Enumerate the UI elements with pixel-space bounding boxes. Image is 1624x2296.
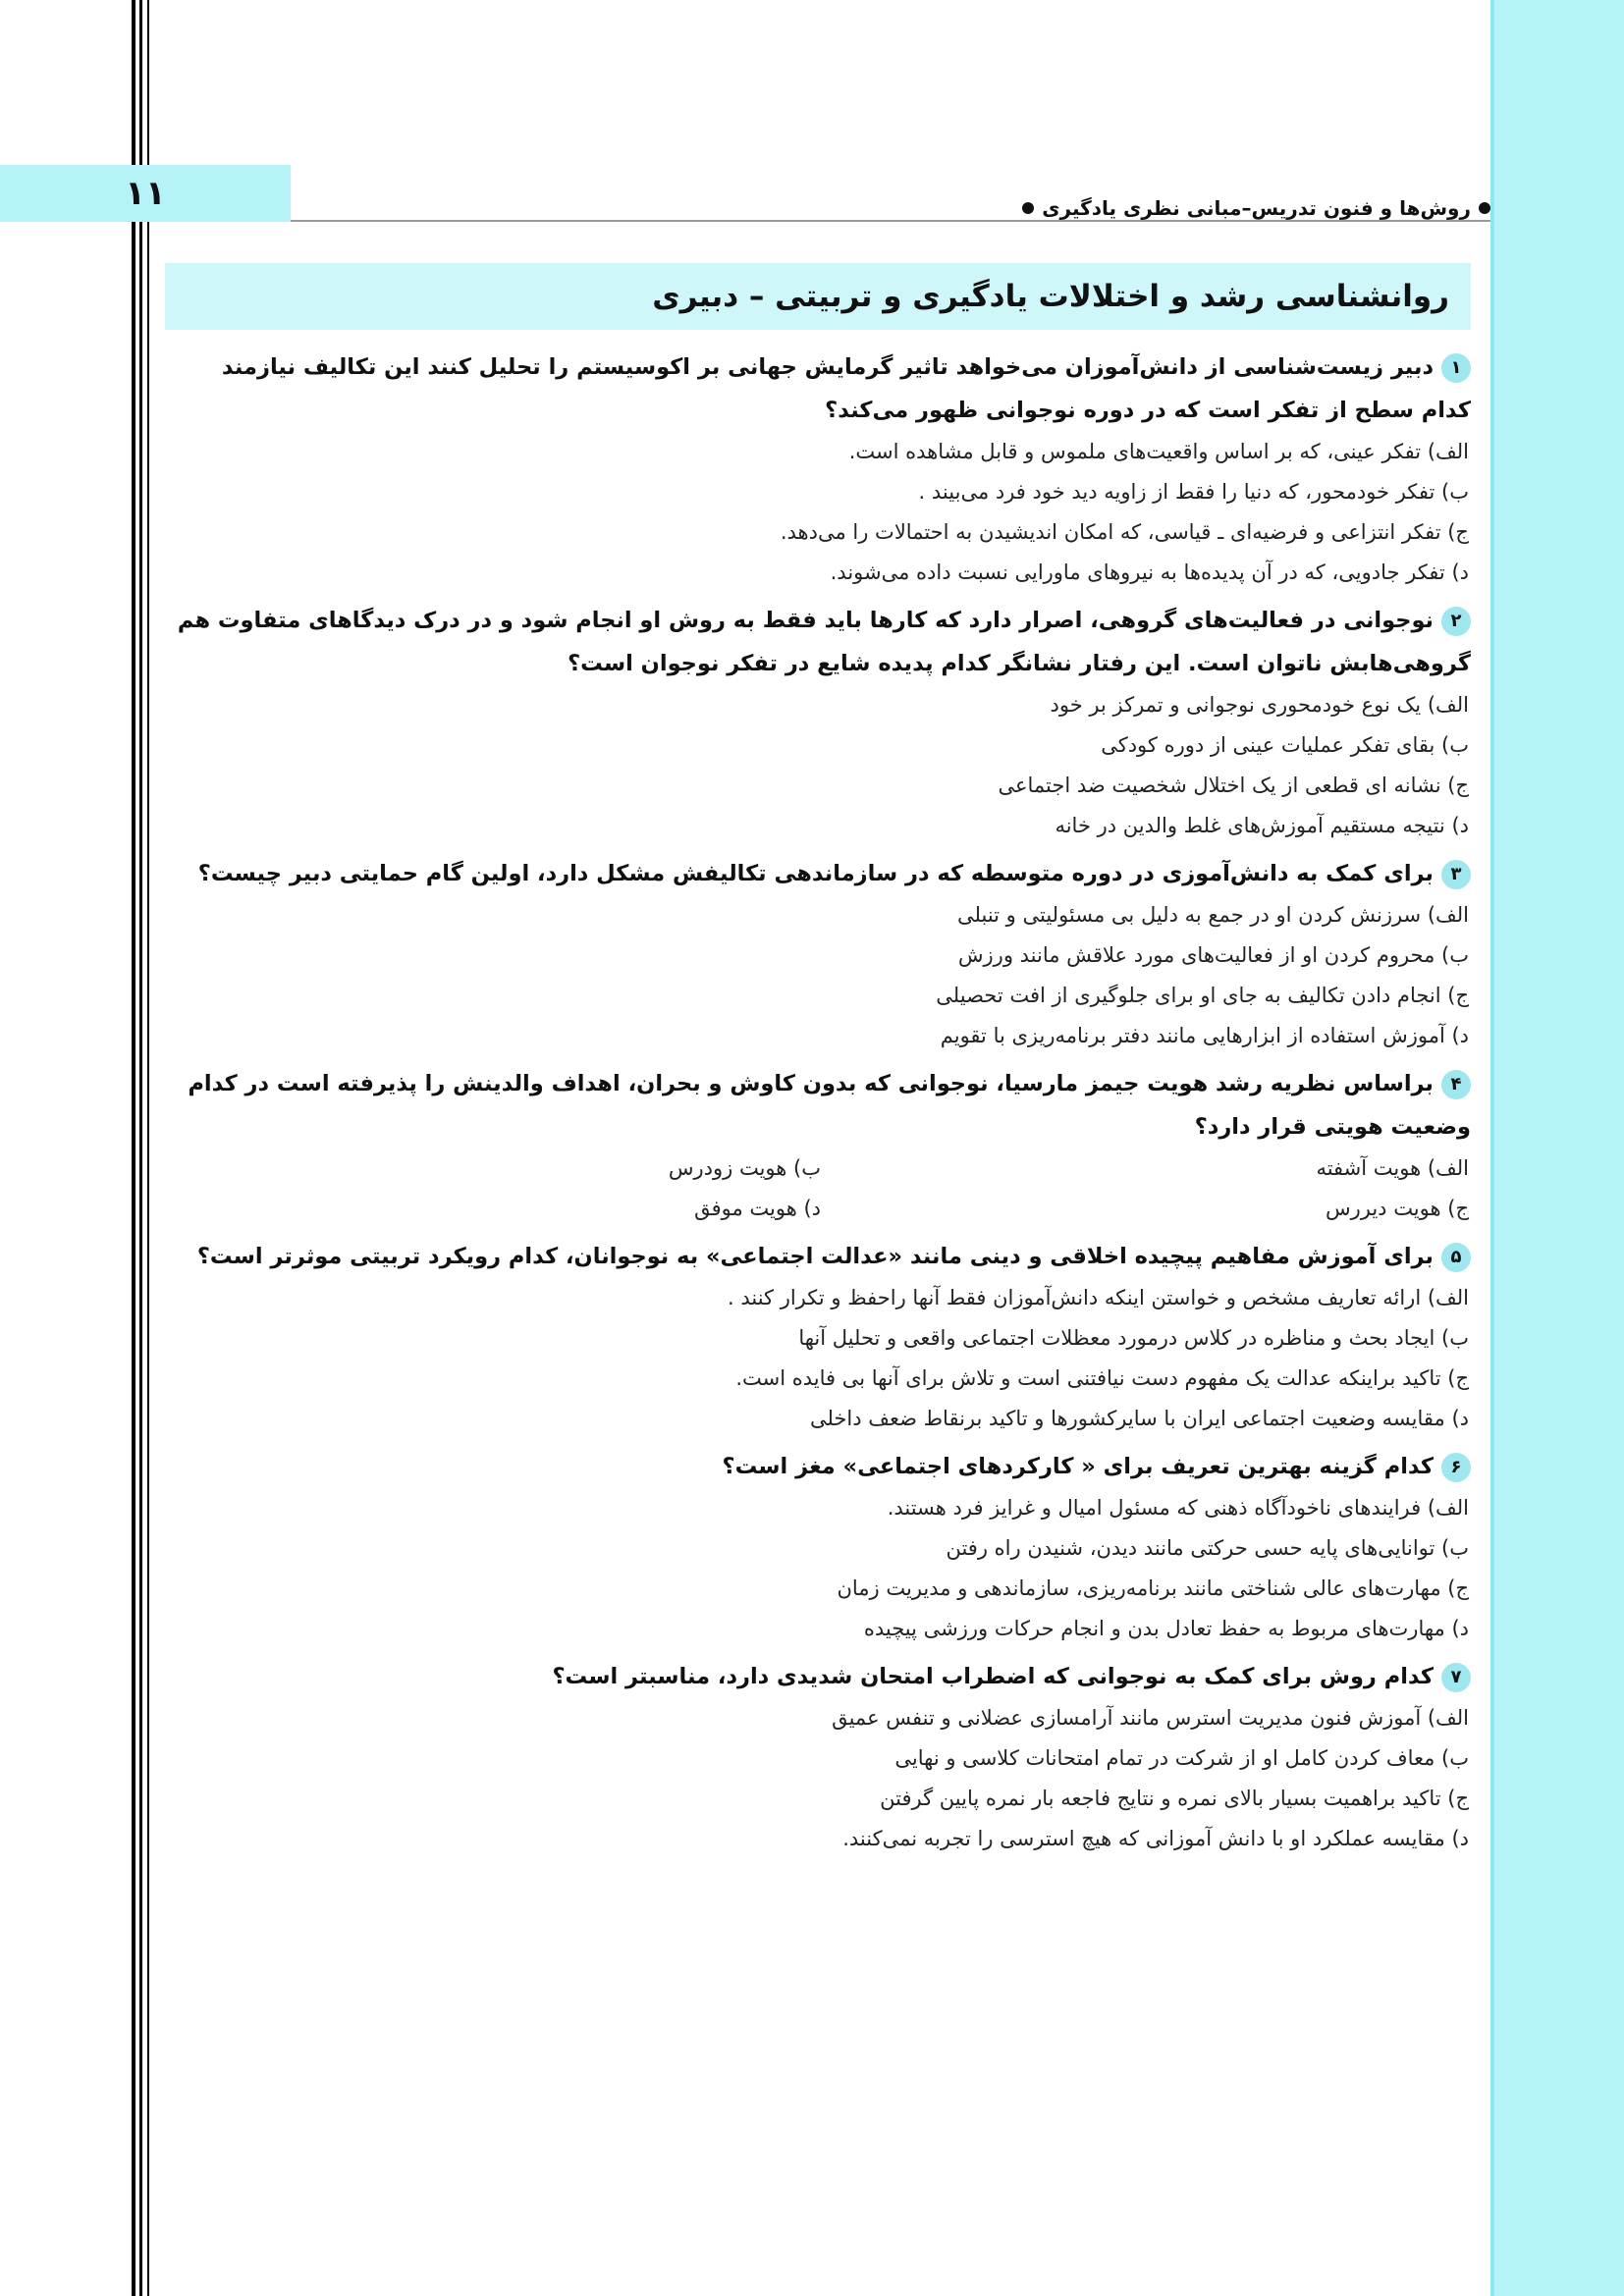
option-list: [165, 895, 1471, 1056]
page-number-tab: [0, 165, 291, 222]
option-dal: د) آموزش استفاده از ابزارهایی مانند دفتر برنامه‌ریزی با تقویم: [940, 1024, 1469, 1047]
option-alef: الف) یک نوع خودمحوری نوجوانی و تمرکز بر خود: [1050, 693, 1469, 717]
option-list: [165, 1698, 1471, 1859]
question-stem: [165, 1062, 1471, 1148]
option-be: ب) هویت زودرس: [668, 1156, 821, 1180]
option-be: ب) ایجاد بحث و مناظره در کلاس درمورد معظلات اجتماعی واقعی و تحلیل آنها: [798, 1326, 1469, 1350]
question-stem: [165, 852, 1471, 895]
section-title-box: [165, 263, 1471, 330]
option-dal: د) نتیجه مستقیم آموزش‌های غلط والدین در خانه: [1055, 814, 1469, 837]
question-text: دبیر زیست‌شناسی از دانش‌آموزان می‌خواهد تاثیر گرمایش جهانی بر اکوسیستم را تحلیل کنند این تکالیف نیازمند کدام سطح از تفکر است که در دوره نوجوانی ظهور می‌کند؟: [221, 354, 1471, 423]
question-number-badge: ۵: [1441, 1243, 1471, 1272]
option-list: [165, 1148, 1471, 1229]
question-6: [165, 1445, 1471, 1649]
question-7: [165, 1655, 1471, 1859]
option-be: ب) معاف کردن کامل او از شرکت در تمام امتحانات کلاسی و نهایی: [894, 1746, 1469, 1770]
question-5: [165, 1235, 1471, 1439]
option-be: ب) محروم کردن او از فعالیت‌های مورد علاقش مانند ورزش: [957, 943, 1469, 967]
question-number-badge: ۴: [1441, 1070, 1471, 1099]
option-jim: ج) نشانه ای قطعی از یک اختلال شخصیت ضد اجتماعی: [998, 774, 1469, 797]
question-stem: [165, 1655, 1471, 1698]
question-number-badge: ۷: [1441, 1663, 1471, 1692]
option-dal: د) مقایسه عملکرد او با دانش آموزانی که هیچ استرسی را تجربه نمی‌کنند.: [842, 1827, 1469, 1850]
option-jim: ج) تاکید براهمیت بسیار بالای نمره و نتایج فاجعه بار نمره پایین گرفتن: [880, 1787, 1469, 1810]
header-rule: [291, 220, 1490, 222]
question-text: برای کمک به دانش‌آموزی در دوره متوسطه که در سازماندهی تکالیفش مشکل دارد، اولین گام حمایتی دبیر چیست؟: [197, 861, 1434, 886]
option-list: [165, 685, 1471, 846]
right-margin-band: [1494, 0, 1624, 2296]
option-jim: ج) هویت دیررس: [1325, 1197, 1469, 1220]
option-jim: ج) تاکید براینکه عدالت یک مفهوم دست نیافتنی است و تلاش برای آنها بی فایده است.: [735, 1366, 1469, 1390]
page-title: روانشناسی رشد و اختلالات یادگیری و تربیتی – دبیری: [652, 279, 1449, 314]
question-text: کدام روش برای کمک به نوجوانی که اضطراب امتحان شدیدی دارد، مناسبتر است؟: [552, 1664, 1434, 1689]
option-be: ب) بقای تفکر عملیات عینی از دوره کودکی: [1101, 733, 1469, 757]
binding-line: [139, 0, 142, 2296]
running-header: [1022, 196, 1490, 220]
option-list: [165, 1488, 1471, 1649]
option-dal: د) مقایسه وضعیت اجتماعی ایران با سایرکشورها و تاکید برنقاط ضعف داخلی: [809, 1407, 1469, 1430]
option-alef: الف) ارائه تعاریف مشخص و خواستن اینکه دانش‌آموزان فقط آنها راحفظ و تکرار کنند .: [727, 1286, 1469, 1309]
option-jim: ج) مهارت‌های عالی شناختی مانند برنامه‌ریزی، سازماندهی و مدیریت زمان: [837, 1576, 1469, 1600]
question-number-badge: ۱: [1441, 353, 1471, 383]
question-stem: [165, 599, 1471, 685]
question-2: [165, 599, 1471, 846]
question-number-badge: ۳: [1441, 860, 1471, 889]
option-be: ب) توانایی‌های پایه حسی حرکتی مانند دیدن، شنیدن راه رفتن: [946, 1536, 1469, 1560]
option-dal: د) تفکر جادویی، که در آن پدیده‌ها به نیروهای ماورایی نسبت داده می‌شوند.: [830, 561, 1469, 584]
question-stem: [165, 346, 1471, 432]
page-number: ۱۱: [125, 174, 166, 213]
question-1: [165, 346, 1471, 593]
question-text: براساس نظریه رشد هویت جیمز مارسیا، نوجوانی که بدون کاوش و بحران، اهداف والدینش را پذیرفته است در کدام وضعیت هویتی قرار دارد؟: [188, 1071, 1471, 1140]
question-stem: [165, 1235, 1471, 1278]
option-alef: الف) هویت آشفته: [1316, 1156, 1469, 1180]
question-3: [165, 852, 1471, 1056]
binding-line: [147, 0, 149, 2296]
option-be: ب) تفکر خودمحور، که دنیا را فقط از زاویه دید خود فرد می‌بیند .: [918, 480, 1469, 504]
option-jim: ج) تفکر انتزاعی و فرضیه‌ای ـ قیاسی، که امکان اندیشیدن به احتمالات را می‌دهد.: [780, 520, 1469, 544]
option-list: [165, 432, 1471, 593]
question-list: [165, 346, 1471, 1865]
question-text: نوجوانی در فعالیت‌های گروهی، اصرار دارد که کارها باید فقط به روش او انجام شود و در درک دیدگاهای متفاوت هم گروهی‌هابش ناتوان است. این رفتار نشانگر کدام پدیده شایع در تفکر نوجوان است؟: [177, 608, 1471, 676]
bullet-icon: [1022, 202, 1034, 214]
option-alef: الف) تفکر عینی، که بر اساس واقعیت‌های ملموس و قابل مشاهده است.: [848, 440, 1469, 463]
option-alef: الف) سرزنش کردن او در جمع به دلیل بی مسئولیتی و تنبلی: [957, 903, 1469, 927]
option-dal: د) هویت موفق: [694, 1197, 821, 1220]
question-stem: [165, 1445, 1471, 1488]
question-number-badge: ۶: [1441, 1453, 1471, 1482]
bullet-icon: [1479, 202, 1490, 214]
option-alef: الف) آموزش فنون مدیریت استرس مانند آرامسازی عضلانی و تنفس عمیق: [832, 1706, 1469, 1730]
binding-line: [132, 0, 135, 2296]
question-text: کدام گزینه بهترین تعریف برای « کارکردهای اجتماعی» مغز است؟: [722, 1454, 1434, 1479]
question-text: برای آموزش مفاهیم پیچیده اخلاقی و دینی مانند «عدالت اجتماعی» به نوجوانان، کدام رویکرد تربیتی موثرتر است؟: [196, 1244, 1434, 1269]
option-alef: الف) فرایندهای ناخودآگاه ذهنی که مسئول امیال و غرایز فرد هستند.: [887, 1496, 1469, 1520]
running-header-text: روش‌ها و فنون تدریس–مبانی نظری یادگیری: [1042, 196, 1471, 220]
option-list: [165, 1278, 1471, 1439]
option-jim: ج) انجام دادن تکالیف به جای او برای جلوگیری از افت تحصیلی: [936, 984, 1469, 1007]
question-number-badge: ۲: [1441, 607, 1471, 636]
question-4: [165, 1062, 1471, 1229]
option-dal: د) مهارت‌های مربوط به حفظ تعادل بدن و انجام حرکات ورزشی پیچیده: [863, 1617, 1469, 1640]
